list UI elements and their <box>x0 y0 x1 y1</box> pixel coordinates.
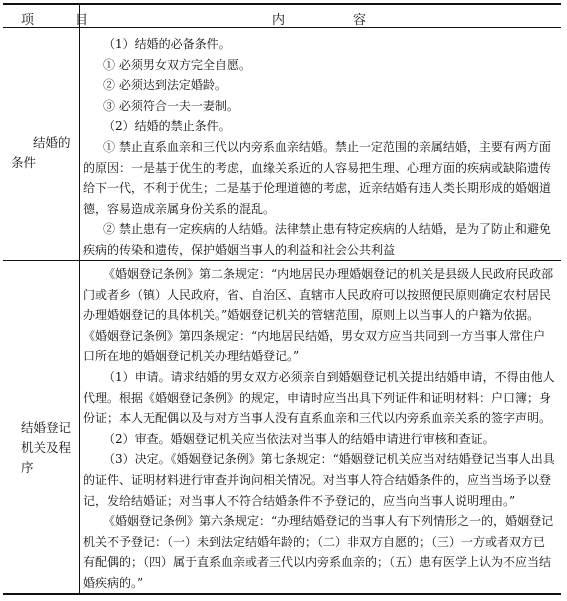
paragraph: 《婚姻登记条例》第六条规定：“办理结婚登记的当事人有下列情形之一的，婚姻登记机关不予登记：（一）未到法定结婚年龄的；（二）非双方自愿的；（三）一方或者双方已有配偶的；（四）属于直系血亲或者三代以内旁系血亲的；（五）患有医学上认为不应当结婚疾病的。” <box>83 514 554 590</box>
paragraph: ② 必须达到法定婚龄。 <box>103 78 227 93</box>
row-content-marriage-conditions <box>83 34 555 261</box>
paragraph: ③ 必须符合一夫一妻制。 <box>103 98 239 113</box>
row-label-registration <box>5 418 77 478</box>
paragraph: （2）结婚的禁止条件。 <box>103 119 231 134</box>
label-line: 机关及程序 <box>21 440 72 475</box>
paragraph: （1）申请。请求结婚的男女双方必须亲自到婚姻登记机关提出结婚申请，不得由他人代理。根据《婚姻登记条例》的规定，申请时应当出具下列证件和证明材料：户口簿；身份证；本人无配偶以及与对方当事人没有直系血亲和三代以内旁系血亲关系的签字声明。 <box>83 369 555 426</box>
paragraph: （3）决定。《婚姻登记条例》第七条规定：“婚姻登记机关应当对结婚登记当事人出具的证件、证明材料进行审查并询问相关情况。对当事人符合结婚条件的，应当当场予以登记，发给结婚证；对当事人不符合结婚条件不予登记的，应当向当事人说明理由。” <box>83 452 555 508</box>
paragraph: ① 禁止直系血亲和三代以内旁系血亲结婚。禁止一定范围的亲属结婚，主要有两方面的原因：一是基于优生的考虑，血缘关系近的人容易把生理、心理方面的疾病或缺陷遗传给下一代，不利于优生；二是基于伦理道德的考虑，近亲结婚有违人类长期形成的婚姻道德，容易造成亲属身份关系的混乱。 <box>83 139 552 216</box>
paragraph: ② 禁止患有一定疾病的人结婚。法律禁止患有特定疾病的人结婚，是为了防止和避免疾病的传染和遗传，保护婚姻当事人的利益和社会公共利益 <box>83 222 551 257</box>
content-table <box>3 3 561 595</box>
header-item: 项 目 <box>21 13 103 28</box>
row-label-marriage-conditions <box>5 133 77 173</box>
row-content-registration <box>83 264 555 594</box>
paragraph: 《婚姻登记条例》第二条规定：“内地居民办理婚姻登记的机关是县级人民政府民政部门或者乡（镇）人民政府，省、自治区、直辖市人民政府可以按照便民原则确定农村居民办理婚姻登记的具体机关。”婚姻登记机关的管辖范围，原则上以当事人的户籍为依据。《婚姻登记条例》第四条规定：“内地居民结婚，男女双方应当共同到一方当事人常住户口所在地的婚姻登记机关办理结婚登记。” <box>83 267 554 364</box>
header-content: 内 容 <box>272 13 381 28</box>
label-line: 条件 <box>11 155 37 170</box>
paragraph: （2）审查。婚姻登记机关应当依法对当事人的结婚申请进行审核和查证。 <box>103 431 495 446</box>
label-line: 结婚的 <box>33 135 71 150</box>
paragraph: ① 必须男女双方完全自愿。 <box>103 57 251 72</box>
label-line: 结婚登记 <box>21 420 72 435</box>
column-divider <box>79 5 80 593</box>
paragraph: （1）结婚的必备条件。 <box>103 37 231 51</box>
